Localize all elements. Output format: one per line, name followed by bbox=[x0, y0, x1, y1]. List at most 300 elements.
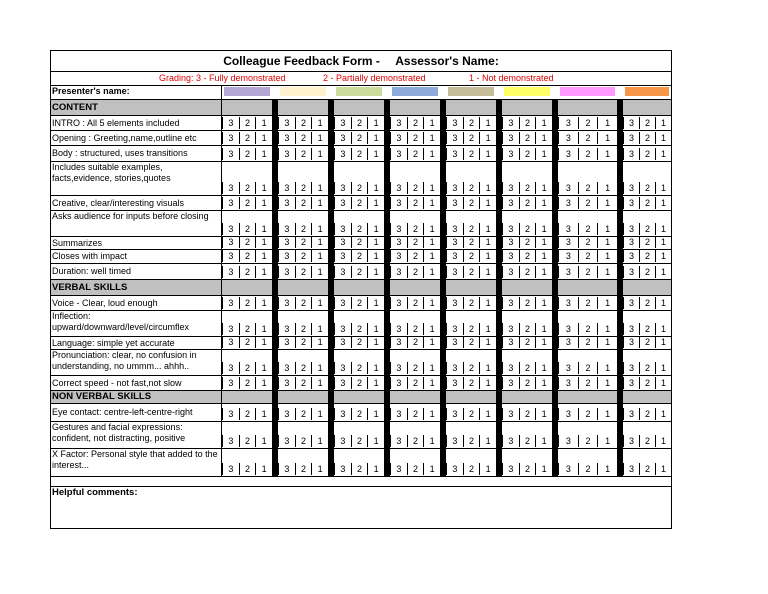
score-cell-3[interactable]: 3 bbox=[390, 362, 407, 374]
score-cell-1[interactable]: 1 bbox=[479, 435, 496, 447]
score-cell-2[interactable]: 2 bbox=[407, 236, 424, 248]
score-cell-2[interactable]: 2 bbox=[295, 297, 312, 309]
score-cell-3[interactable]: 3 bbox=[222, 336, 239, 348]
score-cell-1[interactable]: 1 bbox=[655, 197, 671, 209]
score-cell-3[interactable]: 3 bbox=[222, 182, 239, 194]
score-cell-3[interactable]: 3 bbox=[623, 250, 639, 262]
score-cell-3[interactable]: 3 bbox=[278, 323, 295, 335]
score-cell-1[interactable]: 1 bbox=[423, 182, 440, 194]
score-cell-2[interactable]: 2 bbox=[407, 250, 424, 262]
score-cell-2[interactable]: 2 bbox=[407, 117, 424, 129]
score-cell-3[interactable]: 3 bbox=[222, 223, 239, 235]
score-cell-3[interactable]: 3 bbox=[390, 250, 407, 262]
score-cell-2[interactable]: 2 bbox=[578, 377, 598, 389]
score-cell-3[interactable]: 3 bbox=[502, 362, 519, 374]
score-cell-1[interactable]: 1 bbox=[311, 197, 328, 209]
score-cell-2[interactable]: 2 bbox=[639, 297, 655, 309]
score-cell-2[interactable]: 2 bbox=[351, 323, 368, 335]
score-cell-1[interactable]: 1 bbox=[655, 117, 671, 129]
score-cell-1[interactable]: 1 bbox=[367, 377, 384, 389]
score-cell-2[interactable]: 2 bbox=[463, 362, 480, 374]
score-cell-2[interactable]: 2 bbox=[407, 435, 424, 447]
score-cell-2[interactable]: 2 bbox=[639, 117, 655, 129]
score-cell-3[interactable]: 3 bbox=[278, 377, 295, 389]
score-cell-3[interactable]: 3 bbox=[222, 250, 239, 262]
score-cell-2[interactable]: 2 bbox=[351, 362, 368, 374]
score-cell-3[interactable]: 3 bbox=[222, 377, 239, 389]
score-cell-1[interactable]: 1 bbox=[535, 182, 552, 194]
score-cell-2[interactable]: 2 bbox=[407, 182, 424, 194]
score-cell-1[interactable]: 1 bbox=[597, 297, 617, 309]
score-cell-1[interactable]: 1 bbox=[311, 266, 328, 278]
score-cell-1[interactable]: 1 bbox=[597, 182, 617, 194]
score-cell-3[interactable]: 3 bbox=[390, 182, 407, 194]
score-cell-3[interactable]: 3 bbox=[334, 435, 351, 447]
score-cell-2[interactable]: 2 bbox=[639, 236, 655, 248]
score-cell-3[interactable]: 3 bbox=[623, 236, 639, 248]
score-cell-3[interactable]: 3 bbox=[278, 408, 295, 420]
score-cell-1[interactable]: 1 bbox=[597, 266, 617, 278]
score-cell-2[interactable]: 2 bbox=[239, 236, 256, 248]
score-cell-2[interactable]: 2 bbox=[519, 197, 536, 209]
score-cell-3[interactable]: 3 bbox=[502, 236, 519, 248]
score-cell-1[interactable]: 1 bbox=[311, 297, 328, 309]
score-cell-1[interactable]: 1 bbox=[423, 336, 440, 348]
score-cell-3[interactable]: 3 bbox=[334, 297, 351, 309]
score-cell-2[interactable]: 2 bbox=[239, 463, 256, 475]
score-cell-3[interactable]: 3 bbox=[558, 197, 578, 209]
score-cell-1[interactable]: 1 bbox=[255, 223, 272, 235]
score-cell-1[interactable]: 1 bbox=[255, 182, 272, 194]
score-cell-2[interactable]: 2 bbox=[295, 148, 312, 160]
score-cell-1[interactable]: 1 bbox=[423, 236, 440, 248]
score-cell-2[interactable]: 2 bbox=[463, 266, 480, 278]
score-cell-3[interactable]: 3 bbox=[334, 197, 351, 209]
score-cell-2[interactable]: 2 bbox=[407, 297, 424, 309]
score-cell-3[interactable]: 3 bbox=[502, 377, 519, 389]
score-cell-1[interactable]: 1 bbox=[367, 323, 384, 335]
score-cell-3[interactable]: 3 bbox=[446, 323, 463, 335]
score-cell-3[interactable]: 3 bbox=[278, 236, 295, 248]
score-cell-3[interactable]: 3 bbox=[390, 323, 407, 335]
score-cell-3[interactable]: 3 bbox=[446, 297, 463, 309]
score-cell-1[interactable]: 1 bbox=[255, 408, 272, 420]
score-cell-3[interactable]: 3 bbox=[278, 336, 295, 348]
score-cell-2[interactable]: 2 bbox=[295, 377, 312, 389]
score-cell-1[interactable]: 1 bbox=[311, 336, 328, 348]
score-cell-3[interactable]: 3 bbox=[278, 266, 295, 278]
score-cell-3[interactable]: 3 bbox=[446, 117, 463, 129]
score-cell-2[interactable]: 2 bbox=[519, 435, 536, 447]
score-cell-3[interactable]: 3 bbox=[558, 323, 578, 335]
score-cell-3[interactable]: 3 bbox=[623, 266, 639, 278]
score-cell-3[interactable]: 3 bbox=[390, 132, 407, 144]
score-cell-1[interactable]: 1 bbox=[367, 408, 384, 420]
score-cell-3[interactable]: 3 bbox=[502, 266, 519, 278]
score-cell-1[interactable]: 1 bbox=[423, 117, 440, 129]
score-cell-2[interactable]: 2 bbox=[578, 197, 598, 209]
score-cell-3[interactable]: 3 bbox=[222, 266, 239, 278]
score-cell-3[interactable]: 3 bbox=[558, 435, 578, 447]
score-cell-1[interactable]: 1 bbox=[479, 223, 496, 235]
score-cell-2[interactable]: 2 bbox=[407, 323, 424, 335]
score-cell-3[interactable]: 3 bbox=[558, 223, 578, 235]
score-cell-3[interactable]: 3 bbox=[278, 435, 295, 447]
score-cell-3[interactable]: 3 bbox=[558, 336, 578, 348]
score-cell-1[interactable]: 1 bbox=[655, 435, 671, 447]
score-cell-3[interactable]: 3 bbox=[390, 117, 407, 129]
score-cell-2[interactable]: 2 bbox=[351, 435, 368, 447]
score-cell-1[interactable]: 1 bbox=[479, 362, 496, 374]
score-cell-2[interactable]: 2 bbox=[295, 132, 312, 144]
score-cell-2[interactable]: 2 bbox=[519, 117, 536, 129]
score-cell-2[interactable]: 2 bbox=[519, 362, 536, 374]
score-cell-1[interactable]: 1 bbox=[655, 336, 671, 348]
score-cell-1[interactable]: 1 bbox=[655, 148, 671, 160]
score-cell-2[interactable]: 2 bbox=[351, 223, 368, 235]
score-cell-1[interactable]: 1 bbox=[535, 336, 552, 348]
score-cell-1[interactable]: 1 bbox=[479, 266, 496, 278]
score-cell-1[interactable]: 1 bbox=[255, 435, 272, 447]
score-cell-3[interactable]: 3 bbox=[278, 297, 295, 309]
score-cell-3[interactable]: 3 bbox=[502, 435, 519, 447]
score-cell-2[interactable]: 2 bbox=[519, 223, 536, 235]
score-cell-1[interactable]: 1 bbox=[255, 297, 272, 309]
score-cell-1[interactable]: 1 bbox=[535, 408, 552, 420]
score-cell-1[interactable]: 1 bbox=[597, 336, 617, 348]
score-cell-1[interactable]: 1 bbox=[255, 148, 272, 160]
score-cell-2[interactable]: 2 bbox=[295, 117, 312, 129]
score-cell-2[interactable]: 2 bbox=[239, 297, 256, 309]
score-cell-2[interactable]: 2 bbox=[463, 117, 480, 129]
score-cell-1[interactable]: 1 bbox=[255, 132, 272, 144]
score-cell-1[interactable]: 1 bbox=[655, 377, 671, 389]
score-cell-3[interactable]: 3 bbox=[278, 197, 295, 209]
score-cell-2[interactable]: 2 bbox=[239, 435, 256, 447]
score-cell-3[interactable]: 3 bbox=[558, 250, 578, 262]
score-cell-2[interactable]: 2 bbox=[463, 223, 480, 235]
score-cell-3[interactable]: 3 bbox=[623, 182, 639, 194]
score-cell-3[interactable]: 3 bbox=[446, 148, 463, 160]
score-cell-1[interactable]: 1 bbox=[655, 250, 671, 262]
score-cell-3[interactable]: 3 bbox=[446, 266, 463, 278]
score-cell-2[interactable]: 2 bbox=[639, 197, 655, 209]
score-cell-1[interactable]: 1 bbox=[311, 182, 328, 194]
score-cell-1[interactable]: 1 bbox=[479, 117, 496, 129]
score-cell-3[interactable]: 3 bbox=[278, 182, 295, 194]
score-cell-1[interactable]: 1 bbox=[597, 132, 617, 144]
score-cell-1[interactable]: 1 bbox=[535, 297, 552, 309]
score-cell-1[interactable]: 1 bbox=[255, 336, 272, 348]
score-cell-3[interactable]: 3 bbox=[334, 408, 351, 420]
score-cell-3[interactable]: 3 bbox=[558, 117, 578, 129]
score-cell-1[interactable]: 1 bbox=[479, 297, 496, 309]
score-cell-1[interactable]: 1 bbox=[655, 223, 671, 235]
score-cell-1[interactable]: 1 bbox=[367, 117, 384, 129]
score-cell-2[interactable]: 2 bbox=[295, 266, 312, 278]
score-cell-3[interactable]: 3 bbox=[446, 250, 463, 262]
score-cell-2[interactable]: 2 bbox=[578, 362, 598, 374]
score-cell-3[interactable]: 3 bbox=[502, 182, 519, 194]
score-cell-3[interactable]: 3 bbox=[278, 132, 295, 144]
score-cell-2[interactable]: 2 bbox=[578, 182, 598, 194]
score-cell-3[interactable]: 3 bbox=[390, 236, 407, 248]
score-cell-2[interactable]: 2 bbox=[519, 132, 536, 144]
score-cell-1[interactable]: 1 bbox=[655, 236, 671, 248]
score-cell-2[interactable]: 2 bbox=[578, 266, 598, 278]
score-cell-3[interactable]: 3 bbox=[623, 336, 639, 348]
score-cell-2[interactable]: 2 bbox=[639, 266, 655, 278]
score-cell-2[interactable]: 2 bbox=[351, 182, 368, 194]
score-cell-1[interactable]: 1 bbox=[255, 266, 272, 278]
score-cell-1[interactable]: 1 bbox=[479, 463, 496, 475]
score-cell-1[interactable]: 1 bbox=[423, 197, 440, 209]
score-cell-2[interactable]: 2 bbox=[639, 148, 655, 160]
score-cell-3[interactable]: 3 bbox=[502, 197, 519, 209]
score-cell-3[interactable]: 3 bbox=[502, 323, 519, 335]
score-cell-2[interactable]: 2 bbox=[351, 297, 368, 309]
score-cell-2[interactable]: 2 bbox=[407, 223, 424, 235]
score-cell-1[interactable]: 1 bbox=[597, 435, 617, 447]
score-cell-2[interactable]: 2 bbox=[463, 463, 480, 475]
score-cell-1[interactable]: 1 bbox=[655, 323, 671, 335]
score-cell-2[interactable]: 2 bbox=[351, 148, 368, 160]
score-cell-3[interactable]: 3 bbox=[558, 463, 578, 475]
score-cell-3[interactable]: 3 bbox=[446, 362, 463, 374]
score-cell-2[interactable]: 2 bbox=[351, 336, 368, 348]
score-cell-2[interactable]: 2 bbox=[239, 148, 256, 160]
score-cell-2[interactable]: 2 bbox=[639, 132, 655, 144]
score-cell-3[interactable]: 3 bbox=[502, 250, 519, 262]
score-cell-3[interactable]: 3 bbox=[334, 223, 351, 235]
score-cell-1[interactable]: 1 bbox=[311, 435, 328, 447]
score-cell-2[interactable]: 2 bbox=[519, 182, 536, 194]
score-cell-1[interactable]: 1 bbox=[535, 117, 552, 129]
score-cell-2[interactable]: 2 bbox=[463, 336, 480, 348]
score-cell-1[interactable]: 1 bbox=[311, 236, 328, 248]
score-cell-2[interactable]: 2 bbox=[239, 132, 256, 144]
score-cell-1[interactable]: 1 bbox=[479, 236, 496, 248]
score-cell-1[interactable]: 1 bbox=[535, 197, 552, 209]
score-cell-2[interactable]: 2 bbox=[578, 236, 598, 248]
score-cell-3[interactable]: 3 bbox=[390, 223, 407, 235]
score-cell-1[interactable]: 1 bbox=[423, 266, 440, 278]
score-cell-1[interactable]: 1 bbox=[367, 250, 384, 262]
score-cell-1[interactable]: 1 bbox=[423, 132, 440, 144]
score-cell-3[interactable]: 3 bbox=[222, 197, 239, 209]
score-cell-1[interactable]: 1 bbox=[367, 336, 384, 348]
score-cell-3[interactable]: 3 bbox=[334, 132, 351, 144]
score-cell-1[interactable]: 1 bbox=[597, 236, 617, 248]
score-cell-3[interactable]: 3 bbox=[334, 463, 351, 475]
score-cell-3[interactable]: 3 bbox=[446, 435, 463, 447]
score-cell-3[interactable]: 3 bbox=[558, 182, 578, 194]
score-cell-2[interactable]: 2 bbox=[351, 132, 368, 144]
score-cell-2[interactable]: 2 bbox=[463, 182, 480, 194]
score-cell-2[interactable]: 2 bbox=[295, 223, 312, 235]
score-cell-1[interactable]: 1 bbox=[479, 132, 496, 144]
score-cell-3[interactable]: 3 bbox=[390, 148, 407, 160]
score-cell-2[interactable]: 2 bbox=[295, 435, 312, 447]
score-cell-1[interactable]: 1 bbox=[311, 408, 328, 420]
score-cell-1[interactable]: 1 bbox=[655, 408, 671, 420]
score-cell-1[interactable]: 1 bbox=[479, 336, 496, 348]
score-cell-1[interactable]: 1 bbox=[423, 148, 440, 160]
score-cell-2[interactable]: 2 bbox=[295, 236, 312, 248]
score-cell-1[interactable]: 1 bbox=[367, 463, 384, 475]
score-cell-2[interactable]: 2 bbox=[639, 223, 655, 235]
score-cell-1[interactable]: 1 bbox=[655, 362, 671, 374]
score-cell-2[interactable]: 2 bbox=[519, 266, 536, 278]
score-cell-1[interactable]: 1 bbox=[655, 182, 671, 194]
score-cell-3[interactable]: 3 bbox=[558, 132, 578, 144]
score-cell-3[interactable]: 3 bbox=[502, 336, 519, 348]
score-cell-3[interactable]: 3 bbox=[334, 362, 351, 374]
score-cell-1[interactable]: 1 bbox=[311, 148, 328, 160]
score-cell-2[interactable]: 2 bbox=[463, 148, 480, 160]
score-cell-1[interactable]: 1 bbox=[311, 117, 328, 129]
score-cell-2[interactable]: 2 bbox=[463, 250, 480, 262]
score-cell-3[interactable]: 3 bbox=[222, 463, 239, 475]
score-cell-1[interactable]: 1 bbox=[255, 377, 272, 389]
presenter-color-swatch[interactable] bbox=[560, 87, 615, 96]
score-cell-3[interactable]: 3 bbox=[334, 117, 351, 129]
score-cell-3[interactable]: 3 bbox=[278, 117, 295, 129]
score-cell-1[interactable]: 1 bbox=[597, 377, 617, 389]
score-cell-1[interactable]: 1 bbox=[535, 435, 552, 447]
score-cell-3[interactable]: 3 bbox=[502, 148, 519, 160]
score-cell-2[interactable]: 2 bbox=[407, 463, 424, 475]
score-cell-2[interactable]: 2 bbox=[519, 297, 536, 309]
score-cell-2[interactable]: 2 bbox=[239, 266, 256, 278]
score-cell-3[interactable]: 3 bbox=[278, 148, 295, 160]
score-cell-3[interactable]: 3 bbox=[222, 435, 239, 447]
score-cell-1[interactable]: 1 bbox=[479, 323, 496, 335]
score-cell-2[interactable]: 2 bbox=[578, 132, 598, 144]
score-cell-3[interactable]: 3 bbox=[623, 463, 639, 475]
score-cell-2[interactable]: 2 bbox=[351, 377, 368, 389]
score-cell-1[interactable]: 1 bbox=[655, 266, 671, 278]
score-cell-2[interactable]: 2 bbox=[463, 236, 480, 248]
score-cell-3[interactable]: 3 bbox=[502, 223, 519, 235]
score-cell-2[interactable]: 2 bbox=[519, 408, 536, 420]
score-cell-2[interactable]: 2 bbox=[578, 297, 598, 309]
score-cell-2[interactable]: 2 bbox=[239, 377, 256, 389]
score-cell-2[interactable]: 2 bbox=[407, 148, 424, 160]
score-cell-2[interactable]: 2 bbox=[351, 236, 368, 248]
score-cell-1[interactable]: 1 bbox=[367, 362, 384, 374]
score-cell-3[interactable]: 3 bbox=[623, 197, 639, 209]
presenter-color-swatch[interactable] bbox=[224, 87, 270, 96]
score-cell-2[interactable]: 2 bbox=[295, 182, 312, 194]
score-cell-1[interactable]: 1 bbox=[655, 132, 671, 144]
score-cell-3[interactable]: 3 bbox=[334, 250, 351, 262]
score-cell-3[interactable]: 3 bbox=[623, 408, 639, 420]
score-cell-2[interactable]: 2 bbox=[407, 408, 424, 420]
score-cell-3[interactable]: 3 bbox=[558, 377, 578, 389]
score-cell-1[interactable]: 1 bbox=[311, 463, 328, 475]
score-cell-1[interactable]: 1 bbox=[597, 223, 617, 235]
score-cell-3[interactable]: 3 bbox=[446, 463, 463, 475]
score-cell-3[interactable]: 3 bbox=[278, 463, 295, 475]
score-cell-2[interactable]: 2 bbox=[407, 197, 424, 209]
score-cell-3[interactable]: 3 bbox=[446, 377, 463, 389]
score-cell-2[interactable]: 2 bbox=[578, 435, 598, 447]
score-cell-2[interactable]: 2 bbox=[295, 323, 312, 335]
score-cell-2[interactable]: 2 bbox=[239, 362, 256, 374]
helpful-comments[interactable]: Helpful comments: bbox=[51, 486, 671, 528]
score-cell-1[interactable]: 1 bbox=[255, 117, 272, 129]
score-cell-3[interactable]: 3 bbox=[558, 362, 578, 374]
score-cell-1[interactable]: 1 bbox=[255, 236, 272, 248]
score-cell-1[interactable]: 1 bbox=[535, 323, 552, 335]
score-cell-1[interactable]: 1 bbox=[423, 463, 440, 475]
score-cell-1[interactable]: 1 bbox=[311, 223, 328, 235]
score-cell-2[interactable]: 2 bbox=[519, 323, 536, 335]
score-cell-3[interactable]: 3 bbox=[390, 435, 407, 447]
score-cell-2[interactable]: 2 bbox=[239, 250, 256, 262]
score-cell-2[interactable]: 2 bbox=[407, 132, 424, 144]
score-cell-2[interactable]: 2 bbox=[295, 250, 312, 262]
score-cell-1[interactable]: 1 bbox=[597, 323, 617, 335]
score-cell-3[interactable]: 3 bbox=[446, 236, 463, 248]
score-cell-1[interactable]: 1 bbox=[597, 408, 617, 420]
score-cell-2[interactable]: 2 bbox=[351, 266, 368, 278]
score-cell-2[interactable]: 2 bbox=[463, 132, 480, 144]
score-cell-2[interactable]: 2 bbox=[463, 408, 480, 420]
score-cell-2[interactable]: 2 bbox=[519, 377, 536, 389]
score-cell-3[interactable]: 3 bbox=[278, 250, 295, 262]
score-cell-3[interactable]: 3 bbox=[623, 377, 639, 389]
presenter-color-swatch[interactable] bbox=[280, 87, 326, 96]
score-cell-2[interactable]: 2 bbox=[463, 197, 480, 209]
score-cell-3[interactable]: 3 bbox=[502, 297, 519, 309]
score-cell-2[interactable]: 2 bbox=[578, 250, 598, 262]
score-cell-3[interactable]: 3 bbox=[278, 223, 295, 235]
score-cell-2[interactable]: 2 bbox=[239, 323, 256, 335]
score-cell-3[interactable]: 3 bbox=[390, 377, 407, 389]
score-cell-2[interactable]: 2 bbox=[639, 182, 655, 194]
score-cell-2[interactable]: 2 bbox=[463, 435, 480, 447]
score-cell-1[interactable]: 1 bbox=[255, 463, 272, 475]
score-cell-1[interactable]: 1 bbox=[479, 408, 496, 420]
score-cell-2[interactable]: 2 bbox=[639, 377, 655, 389]
score-cell-3[interactable]: 3 bbox=[334, 336, 351, 348]
score-cell-3[interactable]: 3 bbox=[222, 132, 239, 144]
score-cell-3[interactable]: 3 bbox=[334, 377, 351, 389]
score-cell-2[interactable]: 2 bbox=[578, 463, 598, 475]
score-cell-1[interactable]: 1 bbox=[423, 250, 440, 262]
score-cell-1[interactable]: 1 bbox=[255, 250, 272, 262]
score-cell-2[interactable]: 2 bbox=[639, 362, 655, 374]
score-cell-2[interactable]: 2 bbox=[351, 197, 368, 209]
score-cell-1[interactable]: 1 bbox=[311, 250, 328, 262]
score-cell-2[interactable]: 2 bbox=[407, 377, 424, 389]
score-cell-1[interactable]: 1 bbox=[535, 266, 552, 278]
score-cell-1[interactable]: 1 bbox=[311, 323, 328, 335]
score-cell-3[interactable]: 3 bbox=[446, 408, 463, 420]
score-cell-3[interactable]: 3 bbox=[502, 408, 519, 420]
score-cell-3[interactable]: 3 bbox=[390, 336, 407, 348]
score-cell-1[interactable]: 1 bbox=[655, 463, 671, 475]
score-cell-3[interactable]: 3 bbox=[623, 148, 639, 160]
score-cell-2[interactable]: 2 bbox=[351, 117, 368, 129]
score-cell-1[interactable]: 1 bbox=[367, 236, 384, 248]
score-cell-2[interactable]: 2 bbox=[295, 362, 312, 374]
score-cell-1[interactable]: 1 bbox=[367, 148, 384, 160]
score-cell-3[interactable]: 3 bbox=[334, 323, 351, 335]
score-cell-2[interactable]: 2 bbox=[578, 117, 598, 129]
